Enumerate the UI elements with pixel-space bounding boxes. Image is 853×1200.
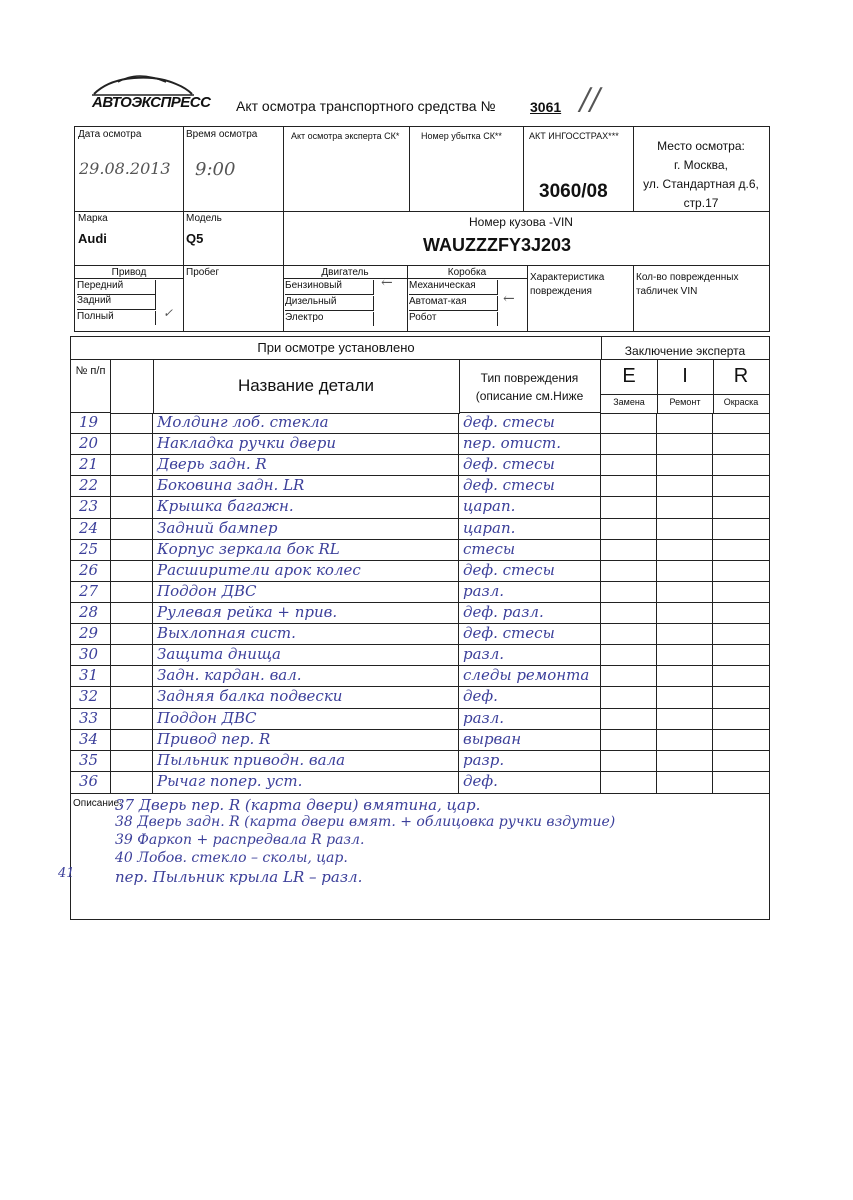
col-r-header xyxy=(713,359,769,414)
vin-cell xyxy=(283,211,769,266)
row-e xyxy=(601,434,657,454)
expert-title: Заключение эксперта xyxy=(601,337,769,360)
row-r xyxy=(713,434,769,454)
row-blank xyxy=(111,561,153,581)
row-i xyxy=(657,561,713,581)
inspection-table xyxy=(70,336,770,794)
row-blank xyxy=(111,519,153,539)
row-damage-text: деф. стесы xyxy=(463,624,555,643)
row-i xyxy=(657,582,713,602)
row-blank xyxy=(111,666,153,686)
section-title: При осмотре установлено xyxy=(71,337,602,360)
table-row xyxy=(71,687,769,708)
logo-text: АВТОЭКСПРЕСС xyxy=(92,94,211,111)
col-i-letter: I xyxy=(682,365,688,387)
col-e-sub: Замена xyxy=(601,394,657,407)
engine-cell xyxy=(283,265,408,331)
table-row xyxy=(71,666,769,687)
row-r xyxy=(713,603,769,623)
row-number-text: 36 xyxy=(79,771,99,790)
col-r-sub: Окраска xyxy=(713,394,769,407)
row-e xyxy=(601,666,657,686)
engine-mark: ← xyxy=(381,275,393,291)
row-part-text: Крышка багажн. xyxy=(157,497,294,516)
row-part-text: Защита днища xyxy=(157,645,281,664)
row-number-text: 21 xyxy=(79,455,99,474)
row-e xyxy=(601,476,657,496)
drive-label: Привод xyxy=(75,267,183,279)
row-damage-text: деф. xyxy=(463,771,498,790)
table-row xyxy=(71,497,769,518)
expert-act-cell xyxy=(283,127,410,212)
place-line-3: стр.17 xyxy=(683,196,719,210)
col-e-header xyxy=(601,359,658,414)
row-blank xyxy=(111,603,153,623)
row-r xyxy=(713,582,769,602)
row-part-text: Пыльник приводн. вала xyxy=(157,750,346,769)
row-blank xyxy=(111,751,153,771)
row-damage-text: пер. отист. xyxy=(463,434,561,453)
table-row xyxy=(71,730,769,751)
engine-option-petrol: Бензиновый xyxy=(285,280,374,295)
col-r-letter: R xyxy=(733,365,749,387)
row-i xyxy=(657,434,713,454)
act-number-handwritten: // xyxy=(580,82,601,117)
row-blank xyxy=(111,772,153,793)
part-header: Название детали xyxy=(153,359,460,414)
make-value: Audi xyxy=(78,231,107,246)
drive-check-mark: ✓ xyxy=(163,306,174,320)
row-e xyxy=(601,497,657,517)
row-damage-text: стесы xyxy=(463,539,516,558)
row-i xyxy=(657,730,713,750)
row-damage-text: разл. xyxy=(463,645,505,664)
row-part-text: Задн. кардан. вал. xyxy=(157,666,302,685)
row-blank xyxy=(111,730,153,750)
row-damage-text: разр. xyxy=(463,750,505,769)
row-number-text: 29 xyxy=(79,624,99,643)
row-r xyxy=(713,709,769,729)
description-line-3: 39 Фаркоп + распредвала R разл. xyxy=(115,832,365,848)
place-label: Место осмотра: xyxy=(657,139,745,153)
row-i xyxy=(657,666,713,686)
gearbox-option-robot: Робот xyxy=(409,312,498,326)
description-line-2: 38 Дверь задн. R (карта двери вмят. + облицовка ручки вздутие) xyxy=(115,814,616,830)
table-row xyxy=(71,434,769,455)
row-e xyxy=(601,645,657,665)
row-number-text: 28 xyxy=(79,603,99,621)
row-damage-text: деф. стесы xyxy=(463,413,555,431)
table-row xyxy=(71,709,769,730)
info-grid xyxy=(74,126,770,332)
row-r xyxy=(713,497,769,517)
row-blank xyxy=(111,497,153,517)
drive-option-full: Полный xyxy=(77,311,156,325)
row-damage-text: деф. xyxy=(463,687,498,706)
table-row xyxy=(71,645,769,666)
row-i xyxy=(657,624,713,644)
time-label: Время осмотра xyxy=(186,129,258,140)
row-r xyxy=(713,455,769,475)
table-row xyxy=(71,561,769,582)
table-row xyxy=(71,476,769,497)
description-line-4: 40 Лобов. стекло – сколы, цар. xyxy=(115,850,348,866)
row-r xyxy=(713,751,769,771)
row-e xyxy=(601,413,657,433)
row-damage-text: деф. стесы xyxy=(463,476,555,495)
row-i xyxy=(657,476,713,496)
drive-cell xyxy=(75,265,184,331)
vin-value: WAUZZZFY3J203 xyxy=(423,235,572,255)
row-number-text: 20 xyxy=(79,434,99,453)
place-line-2: ул. Стандартная д.6, xyxy=(643,177,759,191)
row-damage-text: следы ремонта xyxy=(463,666,590,685)
row-i xyxy=(657,709,713,729)
row-blank xyxy=(111,540,153,560)
row-damage-text: царап. xyxy=(463,497,516,516)
row-part-text: Задний бампер xyxy=(157,518,278,537)
row-damage-text: деф. стесы xyxy=(463,455,555,474)
row-number-text: 27 xyxy=(79,581,99,600)
row-damage-text: деф. разл. xyxy=(463,603,544,621)
row-e xyxy=(601,582,657,602)
gearbox-option-auto: Автомат-кая xyxy=(409,296,498,311)
row-blank xyxy=(111,645,153,665)
place-cell xyxy=(633,127,769,212)
gearbox-mark: ← xyxy=(503,291,515,307)
row-r xyxy=(713,624,769,644)
gearbox-cell xyxy=(407,265,528,331)
row-e xyxy=(601,687,657,707)
row-number-text: 26 xyxy=(79,560,99,579)
row-e xyxy=(601,751,657,771)
description-line-5: пер. Пыльник крыла LR – разл. xyxy=(115,868,363,886)
col-i-sub: Ремонт xyxy=(657,394,713,407)
row-number-text: 22 xyxy=(79,476,99,495)
row-r xyxy=(713,476,769,496)
row-r xyxy=(713,540,769,560)
row-r xyxy=(713,561,769,581)
row-part-text: Рулевая рейка + прив. xyxy=(157,603,338,621)
row-i xyxy=(657,540,713,560)
row-damage-text: разл. xyxy=(463,708,505,727)
row-e xyxy=(601,519,657,539)
row-i xyxy=(657,519,713,539)
row-blank xyxy=(111,413,153,433)
table-body xyxy=(71,413,769,793)
mileage-label: Пробег xyxy=(186,267,220,278)
row-r xyxy=(713,645,769,665)
row-r xyxy=(713,730,769,750)
description-label: Описание: xyxy=(73,798,122,809)
damage-header: Тип повреждения (описание см.Ниже xyxy=(459,359,601,413)
damage-char-label: Характеристика повреждения xyxy=(530,272,605,297)
header-spacer xyxy=(111,359,154,414)
row-damage-text: царап. xyxy=(463,518,516,537)
row-r xyxy=(713,413,769,433)
plates-cell xyxy=(633,265,769,331)
engine-option-diesel: Дизельный xyxy=(285,296,374,311)
row-blank xyxy=(111,624,153,644)
page-title: Акт осмотра транспортного средства № xyxy=(236,98,496,114)
table-row xyxy=(71,751,769,772)
row-number-text: 32 xyxy=(79,687,99,706)
date-cell xyxy=(75,127,184,212)
row-e xyxy=(601,730,657,750)
logo xyxy=(88,72,211,116)
row-e xyxy=(601,603,657,623)
table-row xyxy=(71,603,769,624)
engine-option-electric: Электро xyxy=(285,312,374,326)
table-row xyxy=(71,455,769,476)
row-blank xyxy=(111,434,153,454)
row-e xyxy=(601,540,657,560)
row-number-text: 35 xyxy=(79,750,99,769)
row-blank xyxy=(111,476,153,496)
row-part-text: Дверь задн. R xyxy=(157,455,267,474)
table-row xyxy=(71,413,769,434)
row-number-text: 31 xyxy=(79,666,99,685)
mileage-cell xyxy=(183,265,284,331)
table-row xyxy=(71,540,769,561)
row-e xyxy=(601,561,657,581)
row-number-text: 19 xyxy=(79,413,99,431)
row-part-text: Корпус зеркала бок RL xyxy=(157,539,340,558)
ingos-label: АКТ ИНГОССТРАХ*** xyxy=(529,131,619,141)
row-r xyxy=(713,519,769,539)
row-i xyxy=(657,497,713,517)
time-value: 9:00 xyxy=(195,159,236,180)
gearbox-option-manual: Механическая xyxy=(409,280,498,295)
row-part-text: Накладка ручки двери xyxy=(157,434,337,453)
row-i xyxy=(657,772,713,793)
loss-number-cell xyxy=(409,127,524,212)
row-damage-text: вырван xyxy=(463,729,522,748)
date-label: Дата осмотра xyxy=(78,129,142,140)
ingos-value: 3060/08 xyxy=(539,181,608,202)
row-i xyxy=(657,687,713,707)
row-number-text: 25 xyxy=(79,539,99,558)
row-number-text: 30 xyxy=(79,645,99,664)
row-r xyxy=(713,772,769,793)
row-e xyxy=(601,772,657,793)
col-i-header xyxy=(657,359,714,414)
row-part-text: Боковина задн. LR xyxy=(157,476,305,495)
ingos-cell xyxy=(523,127,634,212)
gearbox-label: Коробка xyxy=(407,267,527,279)
row-part-text: Рычаг попер. уст. xyxy=(157,771,303,790)
row-number-text: 24 xyxy=(79,518,99,537)
row-blank xyxy=(111,582,153,602)
row-e xyxy=(601,709,657,729)
place-line-1: г. Москва, xyxy=(674,158,728,172)
row-r xyxy=(713,666,769,686)
drive-option-front: Передний xyxy=(77,280,156,295)
row-i xyxy=(657,413,713,433)
table-row xyxy=(71,519,769,540)
model-cell xyxy=(183,211,284,266)
time-cell xyxy=(183,127,284,212)
row-number-text: 23 xyxy=(79,497,99,516)
date-value: 29.08.2013 xyxy=(79,159,171,178)
make-label: Марка xyxy=(78,213,108,224)
row-part-text: Расширители арок колес xyxy=(157,560,361,579)
row-part-text: Привод пер. R xyxy=(157,729,271,748)
description-side-number: 41 xyxy=(58,866,75,881)
row-part-text: Задняя балка подвески xyxy=(157,687,343,706)
make-cell xyxy=(75,211,184,266)
row-blank xyxy=(111,709,153,729)
row-e xyxy=(601,624,657,644)
loss-number-label: Номер убытка СК** xyxy=(421,131,502,141)
table-row xyxy=(71,582,769,603)
row-i xyxy=(657,455,713,475)
col-e-letter: E xyxy=(622,365,636,387)
row-part-text: Поддон ДВС xyxy=(157,581,257,600)
row-r xyxy=(713,687,769,707)
table-row xyxy=(71,772,769,793)
row-i xyxy=(657,751,713,771)
expert-act-label: Акт осмотра эксперта СК* xyxy=(291,131,400,141)
vin-label: Номер кузова -VIN xyxy=(469,215,573,229)
row-part-text: Поддон ДВС xyxy=(157,708,257,727)
row-part-text: Молдинг лоб. стекла xyxy=(157,413,329,431)
engine-label: Двигатель xyxy=(283,267,407,279)
drive-option-rear: Задний xyxy=(77,295,156,310)
description-box xyxy=(70,793,770,920)
description-line-1: 37 Дверь пер. R (карта двери) вмятина, цар. xyxy=(115,796,481,814)
table-row xyxy=(71,624,769,645)
row-part-text: Выхлопная сист. xyxy=(157,624,296,643)
row-number-text: 34 xyxy=(79,729,99,748)
row-blank xyxy=(111,687,153,707)
row-damage-text: разл. xyxy=(463,581,505,600)
damage-char-cell xyxy=(527,265,634,331)
act-number: 3061 xyxy=(530,99,562,115)
row-damage-text: деф. стесы xyxy=(463,560,555,579)
row-blank xyxy=(111,455,153,475)
row-number-text: 33 xyxy=(79,708,99,727)
row-i xyxy=(657,603,713,623)
plates-label: Кол-во поврежденных табличек VIN xyxy=(636,272,739,297)
model-label: Модель xyxy=(186,213,222,224)
num-header: № п/п xyxy=(71,359,111,413)
model-value: Q5 xyxy=(186,231,204,246)
row-i xyxy=(657,645,713,665)
row-e xyxy=(601,455,657,475)
